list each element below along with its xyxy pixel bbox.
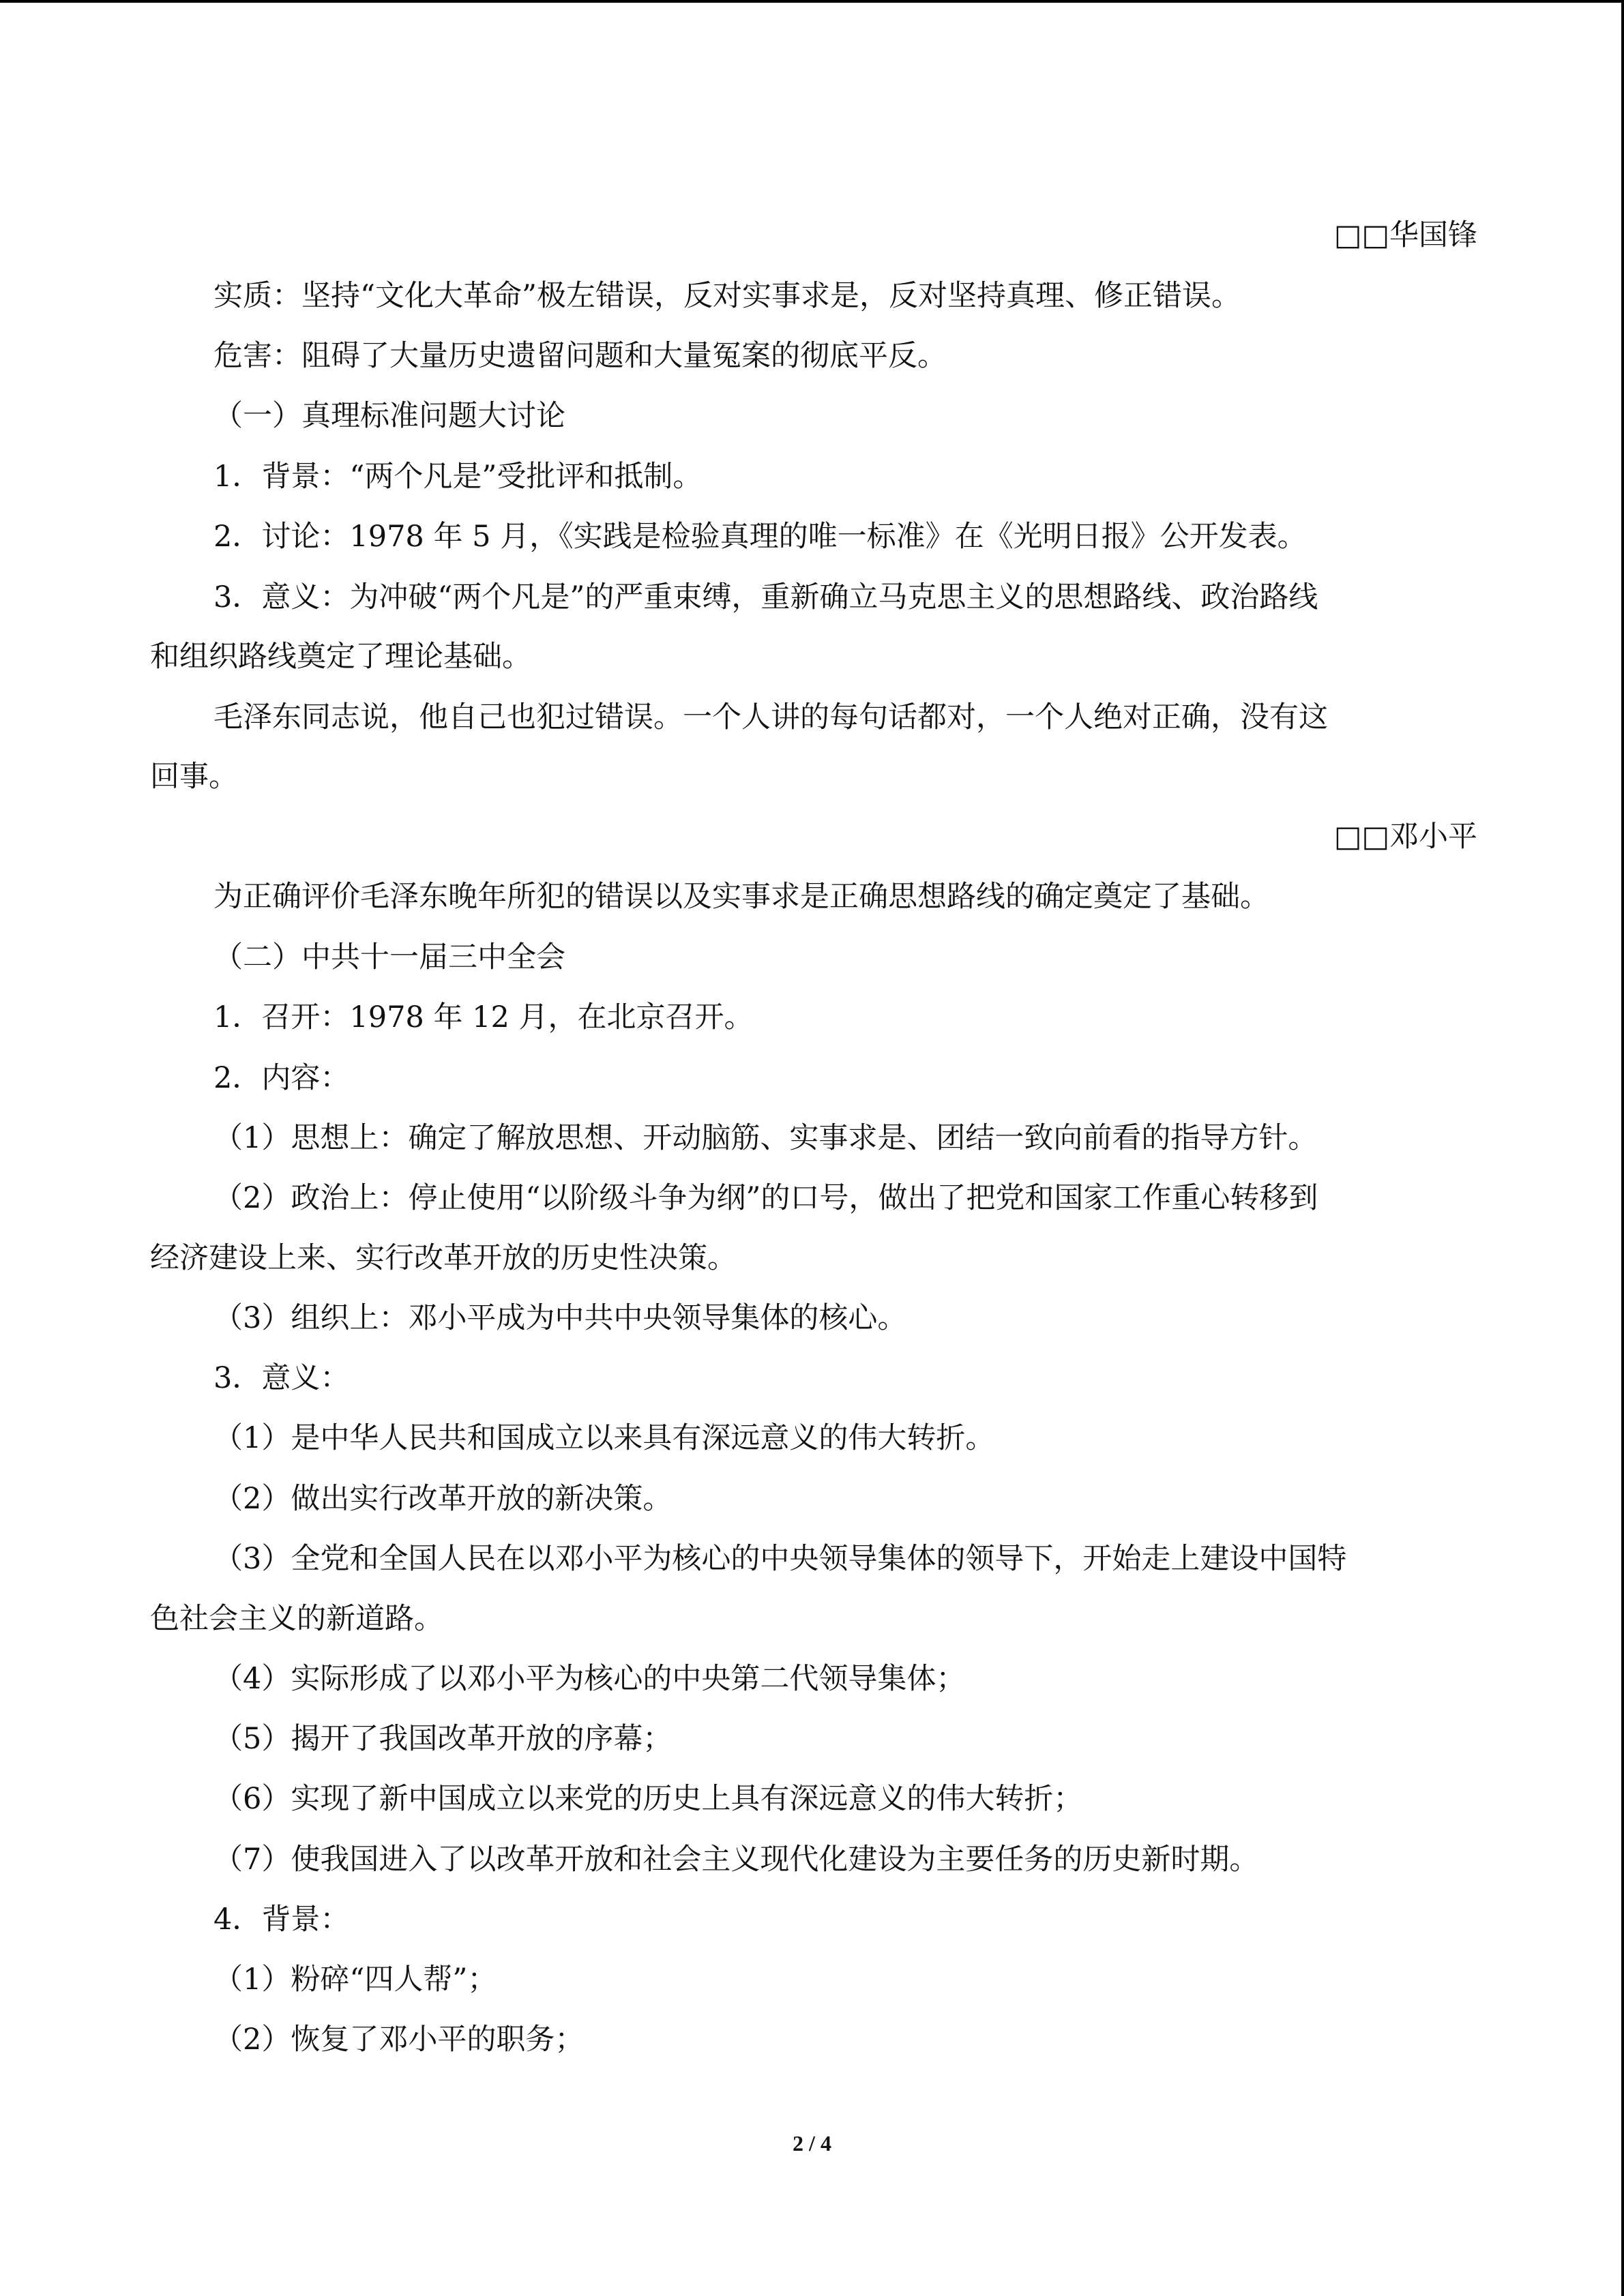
page-right-border bbox=[1621, 0, 1624, 2296]
attribution-hua-guofeng: □□华国锋 bbox=[1333, 218, 1477, 252]
background-item-1: （1）粉碎“四人帮”； bbox=[213, 1963, 497, 1997]
list-item-significance-continued: 和组织路线奠定了理论基础。 bbox=[150, 640, 531, 674]
list-item-meaning: 3．意义： bbox=[213, 1361, 350, 1395]
quote-mao-continued: 回事。 bbox=[150, 760, 238, 794]
meaning-item-7: （7）使我国进入了以改革开放和社会主义现代化建设为主要任务的历史新时期。 bbox=[213, 1843, 1259, 1877]
meaning-item-3-continued: 色社会主义的新道路。 bbox=[150, 1602, 443, 1636]
meaning-item-6: （6）实现了新中国成立以来党的历史上具有深远意义的伟大转折； bbox=[213, 1782, 1083, 1816]
meaning-item-4: （4）实际形成了以邓小平为核心的中央第二代领导集体； bbox=[213, 1662, 966, 1696]
paragraph-essence: 实质：坚持“文化大革命”极左错误，反对实事求是，反对坚持真理、修正错误。 bbox=[213, 279, 1241, 313]
list-item-convening: 1．召开：1978 年 12 月，在北京召开。 bbox=[213, 1000, 754, 1034]
meaning-item-3: （3）全党和全国人民在以邓小平为核心的中央领导集体的领导下，开始走上建设中国特 bbox=[213, 1542, 1347, 1576]
sub-item-ideology: （1）思想上：确定了解放思想、开动脑筋、实事求是、团结一致向前看的指导方针。 bbox=[213, 1121, 1318, 1155]
list-item-background: 1．背景：“两个凡是”受批评和抵制。 bbox=[213, 460, 703, 494]
attribution-deng-xiaoping: □□邓小平 bbox=[1333, 820, 1477, 854]
page-number: 2 / 4 bbox=[793, 2131, 831, 2156]
section-heading-truth-criterion: （一）真理标准问题大讨论 bbox=[213, 399, 565, 433]
sub-item-politics: （2）政治上：停止使用“以阶级斗争为纲”的口号，做出了把党和国家工作重心转移到 bbox=[213, 1181, 1318, 1215]
paragraph-harm: 危害：阻碍了大量历史遗留问题和大量冤案的彻底平反。 bbox=[213, 339, 947, 373]
document-page bbox=[150, 0, 1477, 2296]
list-item-discussion: 2．讨论：1978 年 5 月，《实践是检验真理的唯一标准》在《光明日报》公开发表。 bbox=[213, 520, 1307, 554]
background-item-2: （2）恢复了邓小平的职务； bbox=[213, 2023, 585, 2057]
sub-item-politics-continued: 经济建设上来、实行改革开放的历史性决策。 bbox=[150, 1241, 737, 1275]
list-item-content: 2．内容： bbox=[213, 1061, 350, 1095]
section-heading-third-plenum: （二）中共十一届三中全会 bbox=[213, 940, 565, 974]
list-item-significance: 3．意义：为冲破“两个凡是”的严重束缚，重新确立马克思主义的思想路线、政治路线 bbox=[213, 580, 1318, 614]
paragraph-foundation: 为正确评价毛泽东晚年所犯的错误以及实事求是正确思想路线的确定奠定了基础。 bbox=[213, 880, 1269, 914]
list-item-background-2: 4．背景： bbox=[213, 1903, 350, 1937]
sub-item-organization: （3）组织上：邓小平成为中共中央领导集体的核心。 bbox=[213, 1301, 907, 1335]
meaning-item-2: （2）做出实行改革开放的新决策。 bbox=[213, 1482, 673, 1516]
meaning-item-1: （1）是中华人民共和国成立以来具有深远意义的伟大转折。 bbox=[213, 1421, 995, 1455]
meaning-item-5: （5）揭开了我国改革开放的序幕； bbox=[213, 1722, 673, 1756]
quote-mao: 毛泽东同志说，他自己也犯过错误。一个人讲的每句话都对，一个人绝对正确，没有这 bbox=[213, 700, 1328, 734]
